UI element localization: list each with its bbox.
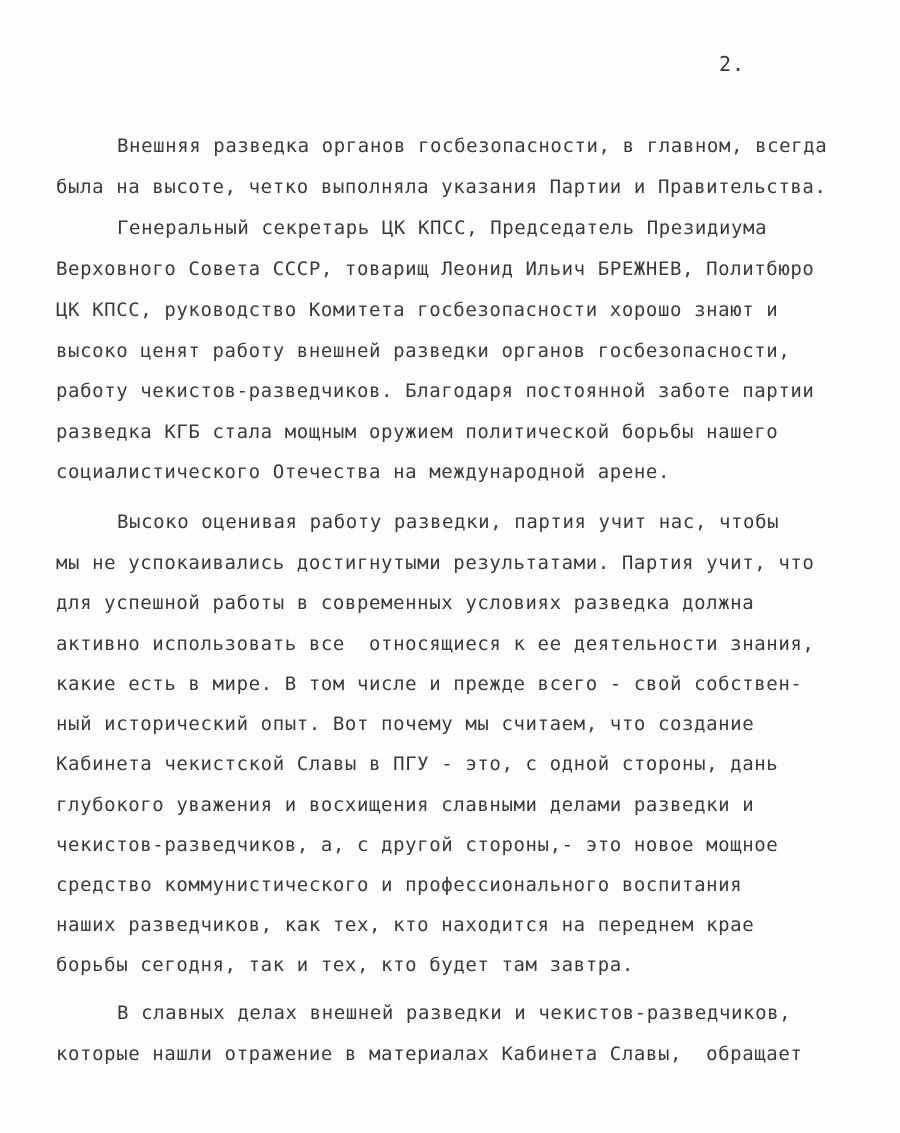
- text-line: ный исторический опыт. Вот почему мы считаем, что создание: [56, 713, 755, 735]
- text-line: какие есть в мире. В том числе и прежде всего - свой собствен-: [56, 673, 803, 695]
- text-line: борьбы сегодня, так и тех, кто будет там завтра.: [56, 954, 634, 976]
- text-line: чекистов-разведчиков, а, с другой стороны,- это новое мощное: [56, 834, 779, 856]
- text-line: ЦК КПСС, руководство Комитета госбезопасности хорошо знают и: [56, 299, 779, 321]
- text-line: работу чекистов-разведчиков. Благодаря постоянной заботе партии: [56, 380, 815, 402]
- text-line: Кабинета чекистской Славы в ПГУ - это, с одной стороны, дань: [56, 753, 779, 775]
- page-number: 2.: [719, 52, 746, 76]
- text-line: Высоко оценивая работу разведки, партия учит нас, чтобы: [117, 511, 780, 533]
- text-line: которые нашли отражение в материалах Кабинета Славы, обращает: [56, 1043, 803, 1065]
- text-line: высоко ценят работу внешней разведки органов госбезопасности,: [56, 340, 791, 362]
- text-line: глубокого уважения и восхищения славными делами разведки и: [56, 794, 755, 816]
- text-line: Верховного Совета СССР, товарищ Леонид Ильич БРЕЖНЕВ, Политбюро: [56, 258, 815, 280]
- text-line: мы не успокаивались достигнутыми результатами. Партия учит, что: [56, 552, 815, 574]
- text-line: наших разведчиков, как тех, кто находится на переднем крае: [56, 914, 755, 936]
- text-line: Генеральный секретарь ЦК КПСС, Председатель Президиума: [117, 217, 768, 239]
- text-line: для успешной работы в современных условиях разведка должна: [56, 592, 755, 614]
- text-line: активно использовать все относящиеся к ее деятельности знания,: [56, 633, 815, 655]
- text-line: средство коммунистического и профессионального воспитания: [56, 874, 743, 896]
- text-line: социалистического Отечества на международной арене.: [56, 461, 670, 483]
- text-line: была на высоте, четко выполняла указания Партии и Правительства.: [56, 176, 827, 198]
- text-line: разведка КГБ стала мощным оружием политической борьбы нашего: [56, 421, 779, 443]
- text-line: В славных делах внешней разведки и чекистов-разведчиков,: [117, 1002, 792, 1024]
- text-line: Внешняя разведка органов госбезопасности, в главном, всегда: [117, 135, 828, 157]
